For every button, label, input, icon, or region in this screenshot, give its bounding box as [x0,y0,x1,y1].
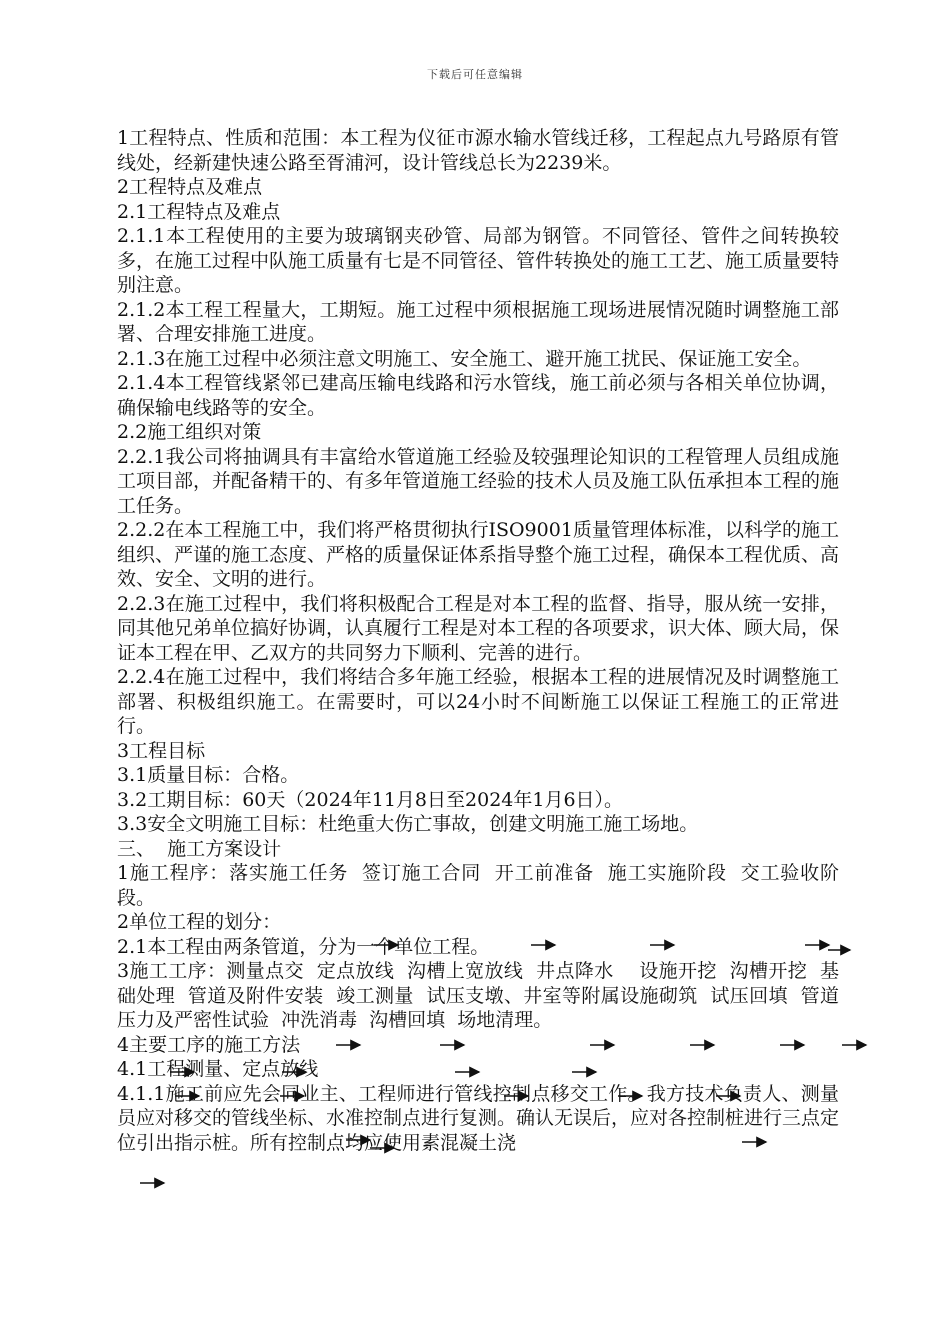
paragraph: 2.1本工程由两条管道，分为一个单位工程。 [117,935,490,958]
paragraph: 2单位工程的划分： [117,911,282,933]
paragraph: 1施工程序：落实施工任务 签订施工合同 开工前准备 施工实施阶段 交工验收阶段。 [117,862,839,909]
paragraph: 3施工工序：测量点交 定点放线 沟槽上宽放线 井点降水 设施开挖 沟槽开挖 基础处理 管道及附件安装 竣工测量 试压支墩、井室等附属设施砌筑 试压回填 管道压力及严密性试验 冲洗消毒 沟槽回填 场地清理。 [117,960,839,1031]
heading: 2.2施工组织对策 [117,421,262,443]
paragraph: 3.2工期目标：60天（2024年11月8日至2024年1月6日）。 [117,788,624,811]
heading: 4.1工程测量、定点放线 [117,1058,319,1080]
paragraph: 2.2.4在施工过程中，我们将结合多年施工经验，根据本工程的进展情况及时调整施工部署、积极组织施工。在需要时，可以24小时不间断施工以保证工程施工的正常进行。 [117,666,839,737]
heading: 2工程特点及难点 [117,176,263,198]
paragraph: 3.3安全文明施工目标：杜绝重大伤亡事故，创建文明施工施工场地。 [117,813,699,835]
paragraph: 2.2.3在施工过程中，我们将积极配合工程是对本工程的监督、指导，服从统一安排，同其他兄弟单位搞好协调，认真履行工程是对本工程的各项要求，识大体、顾大局，保证本工程在甲、乙双方的共同努力下顺利、完善的进行。 [117,592,840,664]
heading: 3工程目标 [117,739,206,762]
paragraph: 2.1.4本工程管线紧邻已建高压输电线路和污水管线，施工前必须与各相关单位协调，确保输电线路等的安全。 [117,372,839,419]
paragraph: 2.2.1我公司将抽调具有丰富给水管道施工经验及较强理论知识的工程管理人员组成施工项目部，并配备精干的、有多年管道施工经验的技术人员及施工队伍承担本工程的施工任务。 [117,445,840,517]
heading: 4主要工序的施工方法 [117,1033,301,1056]
paragraph: 4.1.1施工前应先会同业主、工程师进行管线控制点移交工作。我方技术负责人、测量员应对移交的管线坐标、水准控制点进行复测。确认无误后，应对各控制桩进行三点定位引出指示桩。所有控制点均应使用素混凝土浇 [117,1082,840,1154]
heading: 三、 施工方案设计 [117,837,282,860]
page-header: 下载后可任意编辑 [427,68,523,81]
paragraph: 2.1.1本工程使用的主要为玻璃钢夹砂管、局部为钢管。不同管径、管件之间转换较多，在施工过程中队施工质量有七是不同管径、管件转换处的施工工艺、施工质量要特别注意。 [117,225,840,296]
document-body [117,126,839,1155]
paragraph: 2.1.3在施工过程中必须注意文明施工、安全施工、避开施工扰民、保证施工安全。 [117,347,812,370]
paragraph: 3.1质量目标：合格。 [117,764,300,786]
paragraph: 2.2.2在本工程施工中，我们将严格贯彻执行ISO9001质量管理体标准，以科学的施工组织、严谨的施工态度、严格的质量保证体系指导整个施工过程，确保本工程优质、高效、安全、文明的进行。 [117,519,840,590]
heading: 2.1工程特点及难点 [117,200,281,223]
paragraph: 2.1.2本工程工程量大，工期短。施工过程中须根据施工现场进展情况随时调整施工部署、合理安排施工进度。 [117,298,839,345]
paragraph: 1工程特点、性质和范围：本工程为仪征市源水输水管线迁移，工程起点九号路原有管线处，经新建快速公路至胥浦河，设计管线总长为2239米。 [117,127,839,174]
